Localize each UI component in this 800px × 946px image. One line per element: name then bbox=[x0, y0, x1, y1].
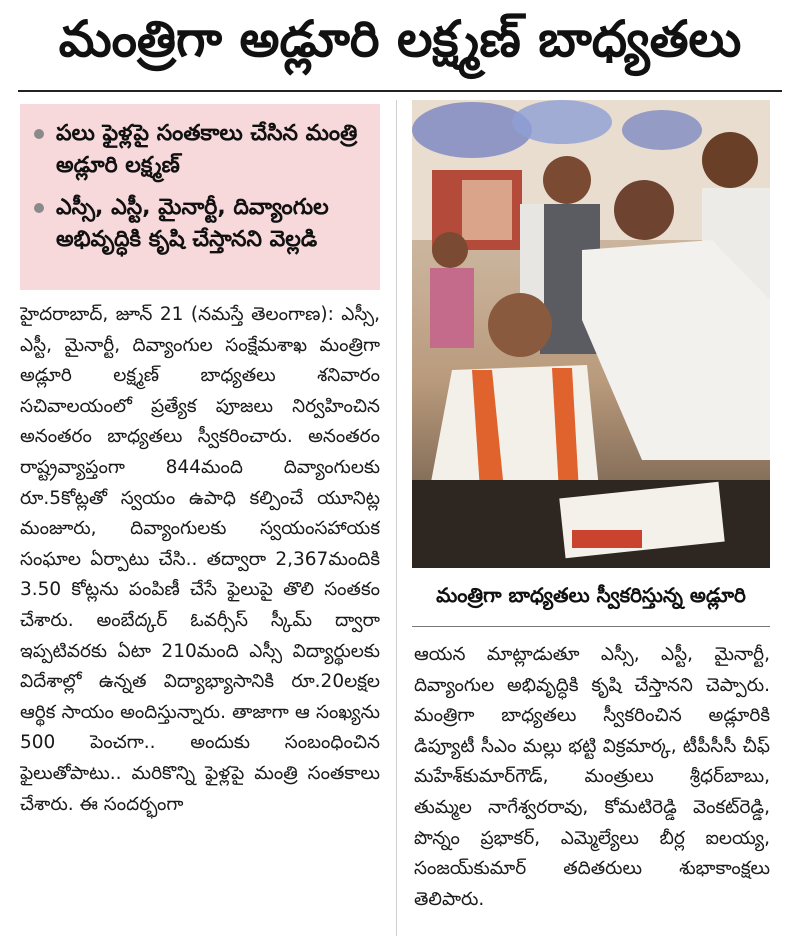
highlights-box bbox=[20, 104, 380, 290]
bullet-icon bbox=[34, 129, 44, 139]
caption-rule bbox=[412, 626, 770, 627]
highlight-item bbox=[34, 118, 368, 182]
photo-caption: మంత్రిగా బాధ్యతలు స్వీకరిస్తున్న అడ్లూరి bbox=[436, 582, 746, 607]
photo-illustration bbox=[412, 100, 770, 568]
highlight-text: ఎస్సీ, ఎస్టీ, మైనార్టీ, దివ్యాంగుల అభివృద్ధికి కృషి చేస్తానని వెల్లడి bbox=[56, 195, 329, 252]
headline-rule bbox=[18, 90, 782, 92]
bullet-icon bbox=[34, 203, 44, 213]
article-body-left: హైదరాబాద్, జూన్ 21 (నమస్తే తెలంగాణ): ఎస్సీ, ఎస్టీ, మైనార్టీ, దివ్యాంగుల సంక్షేమశాఖ మంత్రిగా అడ్లూరి లక్ష్మణ్ బాధ్యతలు శనివారం సచివాలయంలో ప్రత్యేక పూజలు నిర్వహించిన అనంతరం బాధ్యతలు స్వీకరించారు. అనంతరం రాష్ట్రవ్యాప్తంగా 844మంది దివ్యాంగులకు రూ.5కోట్లతో స్వయం ఉపాధి కల్పించే యూనిట్ల మంజూరు, దివ్యాంగులకు స్వయంసహాయక సంఘాల ఏర్పాటు చేసి.. తద్వారా 2,367మందికి 3.50 కోట్లను పంపిణీ చేసే ఫైలుపై తొలి సంతకం చేశారు. అంబేద్కర్ ఓవర్సీస్ స్కీమ్ ద్వారా ఇప్పటివరకు ఏటా 210మంది ఎస్సీ విద్యార్థులకు విదేశాల్లో ఉన్నత విద్యాభ్యాసానికి రూ.20లక్షల ఆర్థిక సాయం అందిస్తున్నారు. తాజాగా ఆ సంఖ్యను 500 పెంచగా.. అందుకు సంబంధించిన ఫైలుతోపాటు.. మరికొన్ని ఫైళ్లపై మంత్రి సంతకాలు చేశారు. ఈ సందర్భంగా bbox=[20, 304, 380, 815]
highlight-text: పలు ఫైళ్లపై సంతకాలు చేసిన మంత్రి అడ్లూరి లక్ష్మణ్ bbox=[56, 121, 358, 178]
highlight-item bbox=[34, 192, 368, 256]
article-body-right: ఆయన మాట్లాడుతూ ఎస్సీ, ఎస్టీ, మైనార్టీ, దివ్యాంగుల అభివృద్ధికి కృషి చేస్తానని చెప్పారు. మంత్రిగా బాధ్యతలు స్వీకరించిన అడ్లూరికి డిప్యూటీ సీఎం మల్లు భట్టి విక్రమార్క, టీపీసీసీ చీఫ్ మహేశ్‌కుమార్‌గౌడ్, మంత్రులు శ్రీధర్‌బాబు, తుమ్మల నాగేశ్వరరావు, కోమటిరెడ్డి వెంకట్‌రెడ్డి, పొన్నం ప్రభాకర్, ఎమ్మెల్యేలు బీర్ల ఐలయ్య, సంజయ్‌కుమార్ తదితరులు శుభాకాంక్షలు తెలిపారు. bbox=[414, 644, 770, 910]
column-divider bbox=[396, 100, 397, 936]
headline: మంత్రిగా అడ్లూరి లక్ష్మణ్ బాధ్యతలు bbox=[58, 9, 742, 68]
news-photo bbox=[412, 100, 770, 568]
